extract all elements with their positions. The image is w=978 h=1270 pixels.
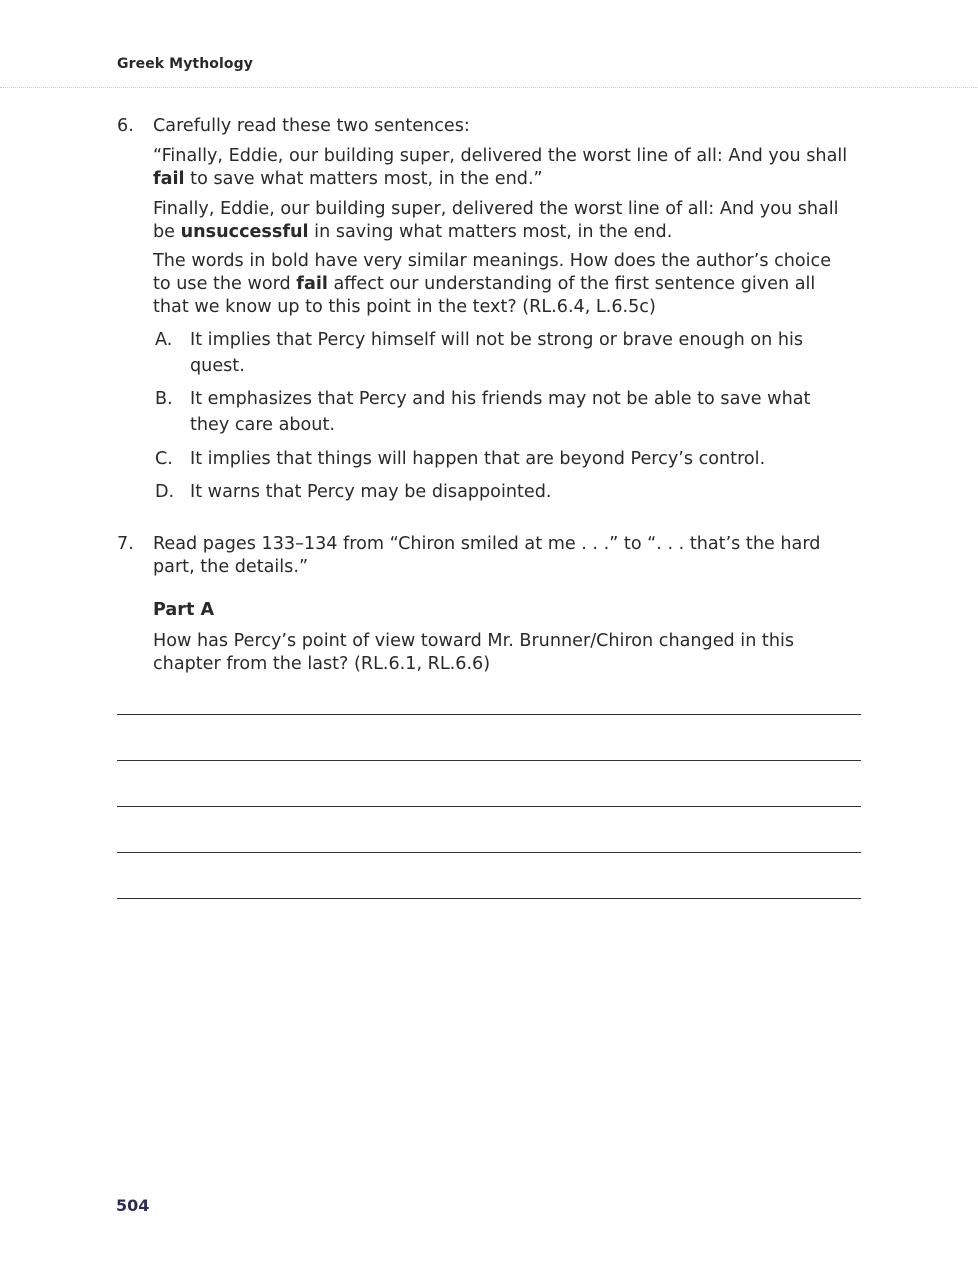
sentence-2-after: in saving what matters most, in the end. (308, 222, 673, 242)
question-7-number: 7. (117, 534, 134, 554)
answer-line-3[interactable] (117, 806, 861, 807)
sentence-1-after: to save what matters most, in the end.” (184, 169, 543, 189)
question-7-prompt: Read pages 133–134 from “Chiron smiled at me . . .” to “. . . that’s the hard part, the details.” (153, 534, 821, 577)
question-6-text-before: The words in bold have very similar meanings. How does the author’s choice to use the word (153, 251, 832, 294)
sentence-2-bold-word: unsuccessful (180, 222, 309, 242)
header-divider (0, 87, 978, 88)
running-head-title: Greek Mythology (117, 56, 253, 72)
choice-b-letter: B. (155, 389, 173, 409)
question-6-prompt: Carefully read these two sentences: (153, 116, 470, 136)
part-a-question: How has Percy’s point of view toward Mr. Brunner/Chiron changed in this chapter from the last? (RL.6.1, RL.6.6) (153, 631, 795, 674)
sentence-2 (153, 198, 853, 244)
part-a-heading: Part A (153, 600, 215, 620)
answer-line-1[interactable] (117, 714, 861, 715)
answer-line-2[interactable] (117, 760, 861, 761)
choice-b-text: It emphasizes that Percy and his friends may not be able to save what they care about. (190, 389, 811, 435)
answer-line-4[interactable] (117, 852, 861, 853)
question-6-number: 6. (117, 116, 134, 136)
sentence-1-bold-word: fail (153, 169, 185, 189)
answer-line-5[interactable] (117, 898, 861, 899)
choice-c-text: It implies that things will happen that are beyond Percy’s control. (190, 449, 766, 469)
choice-a-text: It implies that Percy himself will not be strong or brave enough on his quest. (190, 330, 804, 376)
choice-d-letter: D. (155, 482, 175, 502)
choice-c-letter: C. (155, 449, 173, 469)
sentence-1-before: “Finally, Eddie, our building super, delivered the worst line of all: And you shall (153, 146, 848, 166)
choice-a-letter: A. (155, 330, 173, 350)
choice-d-text: It warns that Percy may be disappointed. (190, 482, 552, 502)
question-6-text-after: affect our understanding of the first sentence given all that we know up to this point in the text? (RL.6.4, L.6.5c) (153, 274, 816, 317)
sentence-1 (153, 145, 853, 191)
question-6-bold-word: fail (296, 274, 328, 294)
question-6-text (153, 250, 853, 319)
sentence-2-before: Finally, Eddie, our building super, delivered the worst line of all: And you shall be (153, 199, 839, 242)
page-number: 504 (116, 1196, 150, 1215)
